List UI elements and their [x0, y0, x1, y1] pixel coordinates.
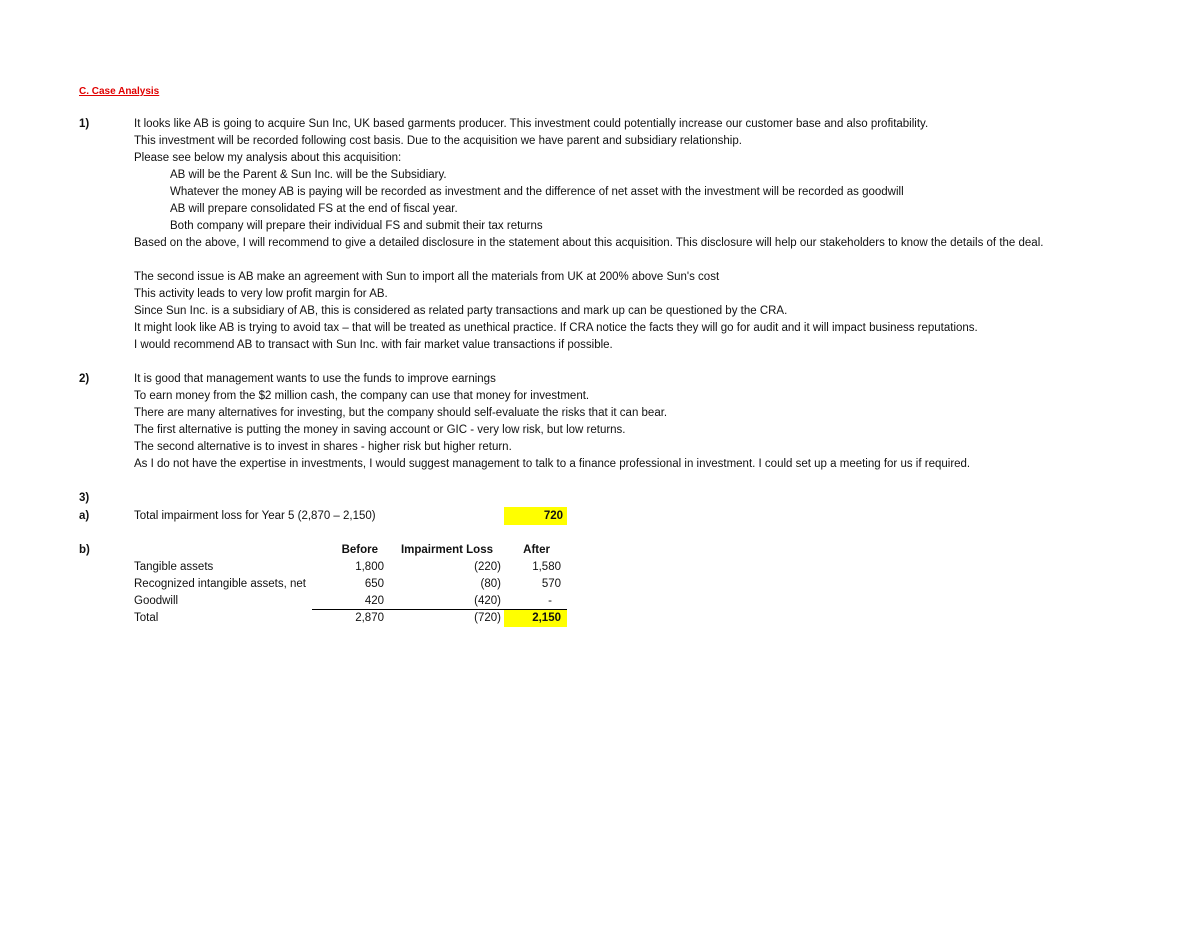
question-2-number: 2): [79, 373, 90, 385]
q1-issue2-line-3: Since Sun Inc. is a subsidiary of AB, this is considered as related party transactions and mark up can be questioned by the CRA.: [134, 305, 788, 317]
q1-issue2-line-5: I would recommend AB to transact with Sun Inc. with fair market value transactions if possible.: [134, 339, 613, 351]
cell-before: 2,870: [355, 612, 384, 624]
cell-impairment: (220): [474, 561, 501, 573]
question-1-number: 1): [79, 118, 90, 130]
q1-issue2-line-2: This activity leads to very low profit margin for AB.: [134, 288, 388, 300]
question-3a-label: a): [79, 510, 90, 522]
q2-line-1: It is good that management wants to use the funds to improve earnings: [134, 373, 496, 385]
q2-line-5: The second alternative is to invest in shares - higher risk but higher return.: [134, 441, 512, 453]
q1-bullet-3: AB will prepare consolidated FS at the end of fiscal year.: [170, 203, 458, 215]
cell-after: 1,580: [532, 561, 561, 573]
q1-line-3: Please see below my analysis about this acquisition:: [134, 152, 402, 164]
cell-impairment: (720): [474, 612, 501, 624]
impairment-total-value: 720: [543, 510, 563, 522]
cell-before: 420: [364, 595, 384, 607]
impairment-total-label: Total impairment loss for Year 5 (2,870 – 2,150): [134, 510, 376, 522]
q1-issue2-line-4: It might look like AB is trying to avoid tax – that will be treated as unethical practice. If CRA notice the facts they will go for audit and it will impact business reputations.: [134, 322, 978, 334]
q2-line-4: The first alternative is putting the money in saving account or GIC - very low risk, but low returns.: [134, 424, 626, 436]
col-header-before: Before: [341, 544, 378, 556]
cell-before: 1,800: [355, 561, 384, 573]
row-label-goodwill: Goodwill: [134, 595, 179, 607]
col-header-after: After: [523, 544, 550, 556]
row-label-total: Total: [134, 612, 159, 624]
q1-line-1: It looks like AB is going to acquire Sun Inc, UK based garments producer. This investment could potentially increase our customer base and also profitability.: [134, 118, 929, 130]
q1-bullet-2: Whatever the money AB is paying will be recorded as investment and the difference of net asset with the investment will be recorded as goodwill: [170, 186, 904, 198]
q1-line-2: This investment will be recorded following cost basis. Due to the acquisition we have parent and subsidiary relationship.: [134, 135, 742, 147]
q1-conclusion: Based on the above, I will recommend to give a detailed disclosure in the statement about this acquisition. This disclosure will help our stakeholders to know the details of the deal.: [134, 237, 1044, 249]
q1-issue2-line-1: The second issue is AB make an agreement with Sun to import all the materials from UK at 200% above Sun's cost: [134, 271, 720, 283]
q2-line-6: As I do not have the expertise in investments, I would suggest management to talk to a finance professional in investment. I could set up a meeting for us if required.: [134, 458, 971, 470]
q1-bullet-1: AB will be the Parent & Sun Inc. will be the Subsidiary.: [170, 169, 447, 181]
cell-impairment: (420): [474, 595, 501, 607]
cell-after: -: [548, 595, 552, 607]
question-3-number: 3): [79, 492, 90, 504]
row-label-tangible: Tangible assets: [134, 561, 214, 573]
cell-after-total: 2,150: [532, 612, 561, 624]
col-header-impairment: Impairment Loss: [400, 544, 493, 556]
row-label-intangible: Recognized intangible assets, net: [134, 578, 306, 590]
cell-before: 650: [364, 578, 384, 590]
question-3b-label: b): [79, 544, 90, 556]
q2-line-2: To earn money from the $2 million cash, the company can use that money for investment.: [134, 390, 590, 402]
section-title: C. Case Analysis: [79, 86, 160, 97]
q1-bullet-4: Both company will prepare their individual FS and submit their tax returns: [170, 220, 543, 232]
q2-line-3: There are many alternatives for investing, but the company should self-evaluate the risks that it can bear.: [134, 407, 668, 419]
cell-after: 570: [541, 578, 561, 590]
cell-impairment: (80): [480, 578, 501, 590]
